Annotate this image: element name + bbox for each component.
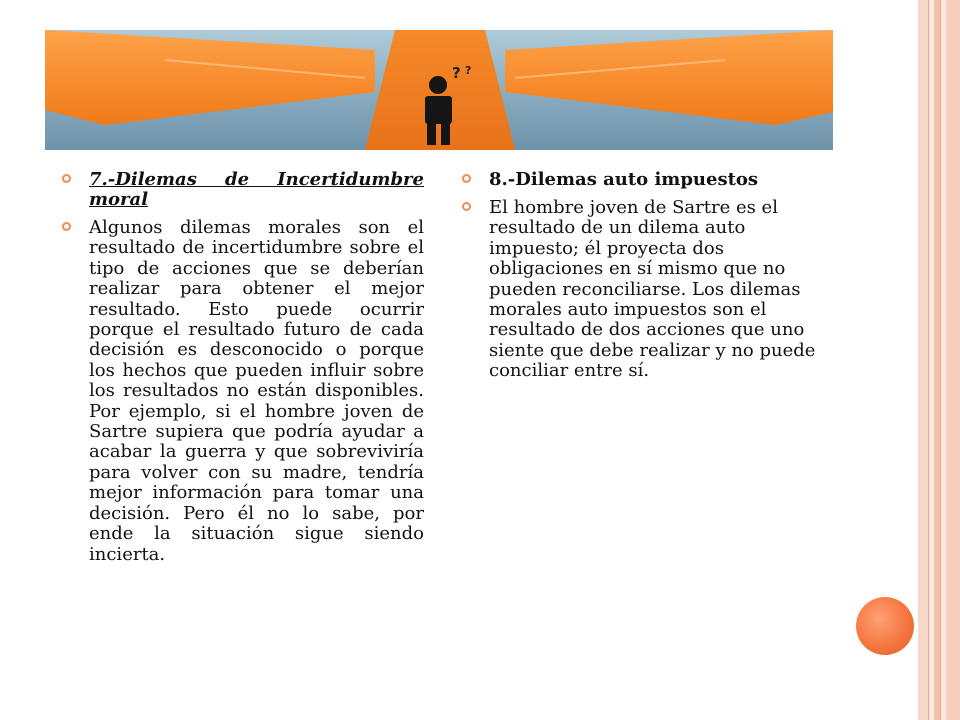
left-column bbox=[62, 170, 424, 573]
question-mark-icon: ? bbox=[452, 64, 461, 82]
section-heading-8: 8.-Dilemas auto impuestos bbox=[489, 169, 759, 190]
decorative-border-stripe bbox=[918, 0, 928, 720]
bullet-paragraph-item bbox=[62, 218, 424, 565]
section-heading-7: 7.-Dilemas de Incertidumbre moral bbox=[89, 169, 424, 210]
bullet-heading-item bbox=[62, 170, 424, 210]
decorative-border-line bbox=[940, 0, 941, 720]
decorative-border-stripe bbox=[946, 0, 960, 720]
question-mark-icon: ? bbox=[465, 64, 472, 77]
bullet-icon bbox=[62, 222, 71, 231]
right-arrow-arm bbox=[505, 30, 833, 125]
banner-image bbox=[45, 30, 833, 150]
section-body-8: El hombre joven de Sartre es el resultado de un dilema auto impuesto; él proyecta dos obligaciones en sí mismo que no pueden reconciliarse. Los dilemas morales auto impuestos son el resultado de dos acciones que uno siente que debe realizar y no puede conciliar entre sí. bbox=[489, 197, 816, 382]
left-arrow-arm bbox=[45, 30, 375, 125]
bullet-heading-item bbox=[462, 170, 824, 190]
bullet-paragraph-item bbox=[462, 198, 824, 382]
decorative-border-line bbox=[928, 0, 929, 720]
bullet-icon bbox=[62, 174, 71, 183]
right-column bbox=[462, 170, 824, 390]
section-body-7: Algunos dilemas morales son el resultado de incertidumbre sobre el tipo de acciones que se deberían realizar para obtener el mejor resultado. Esto puede ocurrir porque el resultado futuro de cada decisión es desconocido o porque los hechos que pueden influir sobre los resultados no están disponibles. Por ejemplo, si el hombre joven de Sartre supiera que podría ayudar a acabar la guerra y que sobreviviría para volver con su madre, tendría mejor información para tomar una decisión. Pero él no lo sabe, por ende la situación sigue siendo incierta. bbox=[89, 217, 424, 565]
person-at-crossroads-image bbox=[45, 30, 833, 150]
decorative-orange-circle bbox=[856, 597, 914, 655]
bullet-icon bbox=[462, 174, 471, 183]
bullet-icon bbox=[462, 202, 471, 211]
